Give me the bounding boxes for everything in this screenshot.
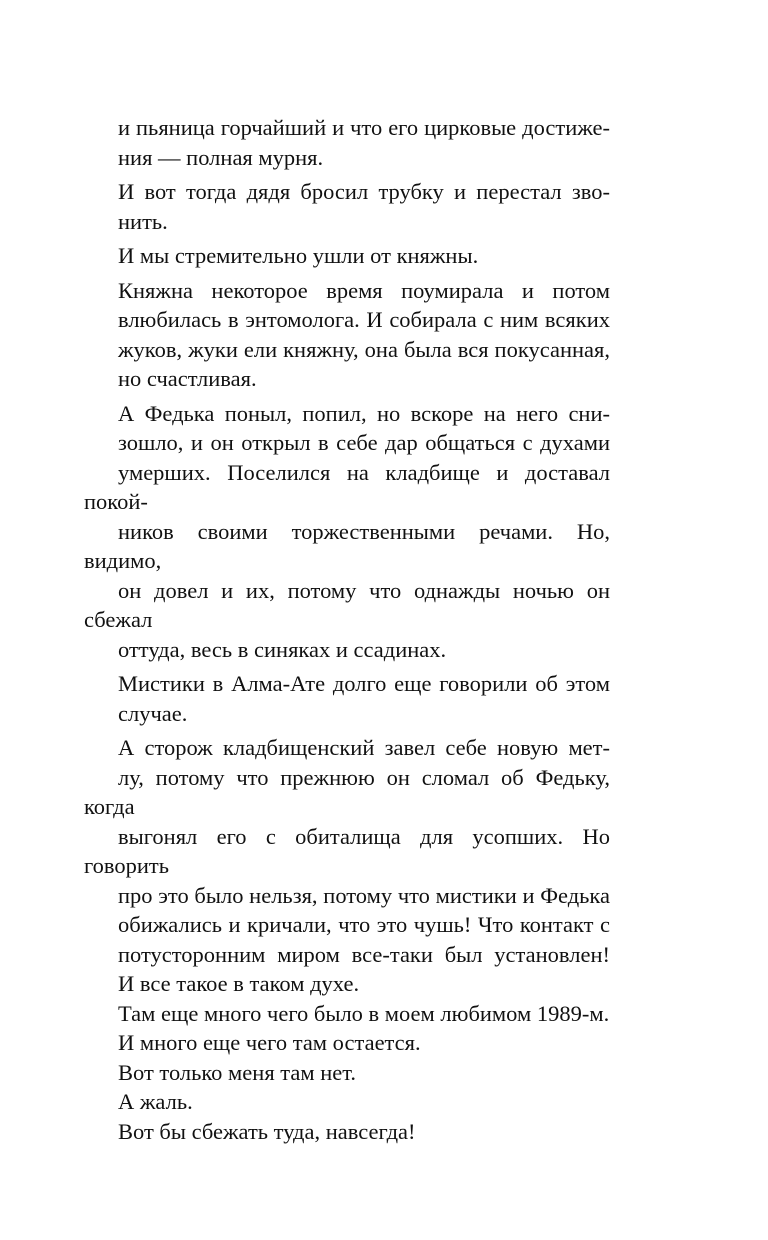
text-line: нить. [118, 208, 168, 234]
text-line: И все такое в таком духе. [118, 971, 360, 996]
text-line: Княжна некоторое время поумирала и потом [118, 277, 610, 303]
paragraph [84, 177, 610, 236]
text-line: жуков, жуки ели княжну, она была вся покусанная, [118, 336, 610, 362]
text-line: И мы стремительно ушли от княжны. [118, 243, 479, 268]
paragraph [84, 113, 610, 172]
paragraph [84, 733, 610, 999]
paragraph [84, 999, 610, 1029]
text-line: Вот только меня там нет. [118, 1059, 357, 1085]
text-line: умерших. Поселился на кладбище и доставал покой- [84, 459, 610, 514]
text-line: А жаль. [118, 1089, 193, 1114]
text-line: И много еще чего там остается. [118, 1030, 421, 1055]
text-line: случае. [118, 700, 188, 726]
paragraph [84, 276, 610, 394]
text-line: Мистики в Алма-Ате долго еще говорили об этом [118, 671, 610, 696]
page-text [84, 113, 610, 1146]
text-line: выгонял его с обиталища для усопших. Но говорить [84, 823, 610, 878]
paragraph [84, 241, 610, 271]
paragraph [84, 1117, 610, 1147]
text-line: и пьяница горчайший и что его цирковые достиже- [118, 115, 610, 140]
text-line: обижались и кричали, что это чушь! Что контакт с [118, 912, 610, 937]
text-line: Там еще много чего было в моем любимом 1989-м. [118, 1000, 610, 1026]
text-line: про это было нельзя, потому что мистики и Федька [118, 882, 610, 908]
paragraph [84, 399, 610, 665]
text-line: А Федька поныл, попил, но вскоре на него сни- [118, 400, 610, 426]
text-line: ников своими торжественными речами. Но, видимо, [84, 518, 610, 573]
text-line: зошло, и он открыл в себе дар общаться с духами [118, 430, 610, 455]
paragraph [84, 1058, 610, 1088]
text-line: И вот тогда дядя бросил трубку и перестал зво- [118, 179, 610, 204]
text-line: лу, потому что прежнюю он сломал об Федьку, когда [84, 764, 610, 819]
text-line: потусторонним миром все-таки был установлен! [118, 941, 610, 967]
paragraph [84, 1087, 610, 1117]
text-line: А сторож кладбищенский завел себе новую мет- [118, 735, 610, 760]
text-line: он довел и их, потому что однажды ночью он сбежал [84, 577, 610, 632]
text-line: ния — полная мурня. [118, 144, 324, 170]
text-line: влюбилась в энтомолога. И собирала с ним всяких [118, 307, 610, 332]
text-line: но счастливая. [118, 366, 257, 391]
text-line: Вот бы сбежать туда, навсегда! [118, 1118, 416, 1144]
text-line: оттуда, весь в синяках и ссадинах. [118, 636, 447, 662]
paragraph [84, 669, 610, 728]
paragraph [84, 1028, 610, 1058]
